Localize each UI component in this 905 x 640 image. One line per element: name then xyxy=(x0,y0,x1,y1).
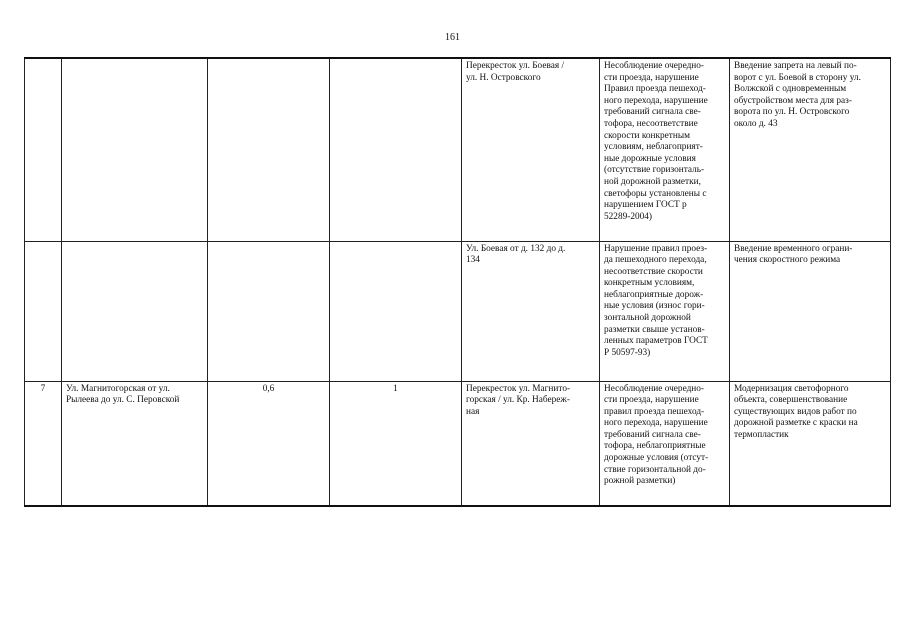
text-line: Ул. Боевая от д. 132 до д. xyxy=(466,243,566,254)
text-line: да пешеходного перехода, xyxy=(604,255,707,266)
text-line: Волжской с одновременным xyxy=(734,84,847,95)
text-line: ствие горизонтальной до- xyxy=(604,464,706,475)
text-line: дорожные условия (отсут- xyxy=(604,453,709,464)
street-section-cell xyxy=(62,381,208,506)
length-cell: 0,6 xyxy=(208,381,330,506)
text-line: чения скоростного режима xyxy=(734,255,841,266)
text-line: горская / ул. Кр. Набереж- xyxy=(466,395,570,406)
text-line: Перекресток ул. Магнито- xyxy=(466,383,571,394)
text-line: Р 50597-93) xyxy=(604,347,651,358)
table-row xyxy=(25,241,891,381)
length-cell xyxy=(208,241,330,381)
text-line: нарушением ГОСТ р xyxy=(604,200,687,211)
text-line: Несоблюдение очередно- xyxy=(604,383,705,394)
text-line: около д. 43 xyxy=(734,118,778,129)
row-number-cell: 7 xyxy=(25,381,62,506)
text-line: Введение временного ограни- xyxy=(734,243,853,254)
text-line: зонтальной дорожной xyxy=(604,313,691,324)
text-line: ная xyxy=(466,406,480,417)
text-line: тофора, неблагоприятные xyxy=(604,441,706,452)
measure-cell xyxy=(730,381,891,506)
text-line: Правил проезда пешеход- xyxy=(604,84,706,95)
table-row xyxy=(25,58,891,241)
text-line: ул. Н. Островского xyxy=(466,72,541,83)
text-line: ленных параметров ГОСТ xyxy=(604,336,708,347)
text-line: сти проезда, нарушение xyxy=(604,395,699,406)
text-line: дорожной разметке с краски на xyxy=(734,418,858,429)
text-line: сти проезда, нарушение xyxy=(604,72,699,83)
text-line: рожной разметки) xyxy=(604,476,676,487)
text-line: тофора, несоответствие xyxy=(604,118,698,129)
measure-cell xyxy=(730,58,891,241)
text-line: Ул. Магнитогорская от ул. xyxy=(66,383,170,394)
location-cell xyxy=(462,381,600,506)
text-line: ной дорожной разметки, xyxy=(604,176,701,187)
count-cell: 1 xyxy=(330,381,462,506)
length-cell xyxy=(208,58,330,241)
text-line: существующих видов работ по xyxy=(734,406,857,417)
text-line: объекта, совершенствование xyxy=(734,395,848,406)
text-line: требований сигнала све- xyxy=(604,107,701,118)
row-number-cell xyxy=(25,58,62,241)
location-cell xyxy=(462,241,600,381)
text-line: ворот с ул. Боевой в сторону ул. xyxy=(734,72,861,83)
text-line: ного перехода, нарушение xyxy=(604,418,708,429)
text-line: правил проезда пешеход- xyxy=(604,406,705,417)
text-line: ного перехода, нарушение xyxy=(604,95,708,106)
text-line: условиям, неблагоприят- xyxy=(604,142,703,153)
text-line: термопластик xyxy=(734,429,789,440)
accident-sites-table xyxy=(24,57,891,507)
count-cell xyxy=(330,58,462,241)
location-cell xyxy=(462,58,600,241)
text-line: обустройством места для раз- xyxy=(734,95,852,106)
text-line: несоответствие скорости xyxy=(604,266,703,277)
text-line: (отсутствие горизонталь- xyxy=(604,165,705,176)
text-line: скорости конкретным xyxy=(604,130,690,141)
text-line: 52289-2004) xyxy=(604,211,653,222)
cause-cell xyxy=(600,241,730,381)
cause-cell xyxy=(600,381,730,506)
text-line: Введение запрета на левый по- xyxy=(734,61,857,71)
count-cell xyxy=(330,241,462,381)
row-number-cell xyxy=(25,241,62,381)
text-line: ворота по ул. Н. Островского xyxy=(734,107,850,118)
text-line: требований сигнала све- xyxy=(604,429,701,440)
street-section-cell xyxy=(62,241,208,381)
text-line: неблагоприятные дорож- xyxy=(604,289,704,300)
text-line: Рылеева до ул. С. Перовской xyxy=(66,395,180,406)
text-line: Несоблюдение очередно- xyxy=(604,61,705,71)
text-line: конкретным условиям, xyxy=(604,278,695,289)
text-line: Модернизация светофорного xyxy=(734,383,849,394)
text-line: 134 xyxy=(466,255,480,266)
text-line: Перекресток ул. Боевая / xyxy=(466,61,565,71)
text-line: ные условия (износ гори- xyxy=(604,301,705,312)
cause-cell xyxy=(600,58,730,241)
text-line: ные дорожные условия xyxy=(604,153,696,164)
text-line: светофоры установлены с xyxy=(604,188,707,199)
text-line: разметки свыше установ- xyxy=(604,324,705,335)
table-row xyxy=(25,381,891,506)
street-section-cell xyxy=(62,58,208,241)
page-number: 161 xyxy=(445,32,460,43)
measure-cell xyxy=(730,241,891,381)
text-line: Нарушение правил проез- xyxy=(604,243,708,254)
